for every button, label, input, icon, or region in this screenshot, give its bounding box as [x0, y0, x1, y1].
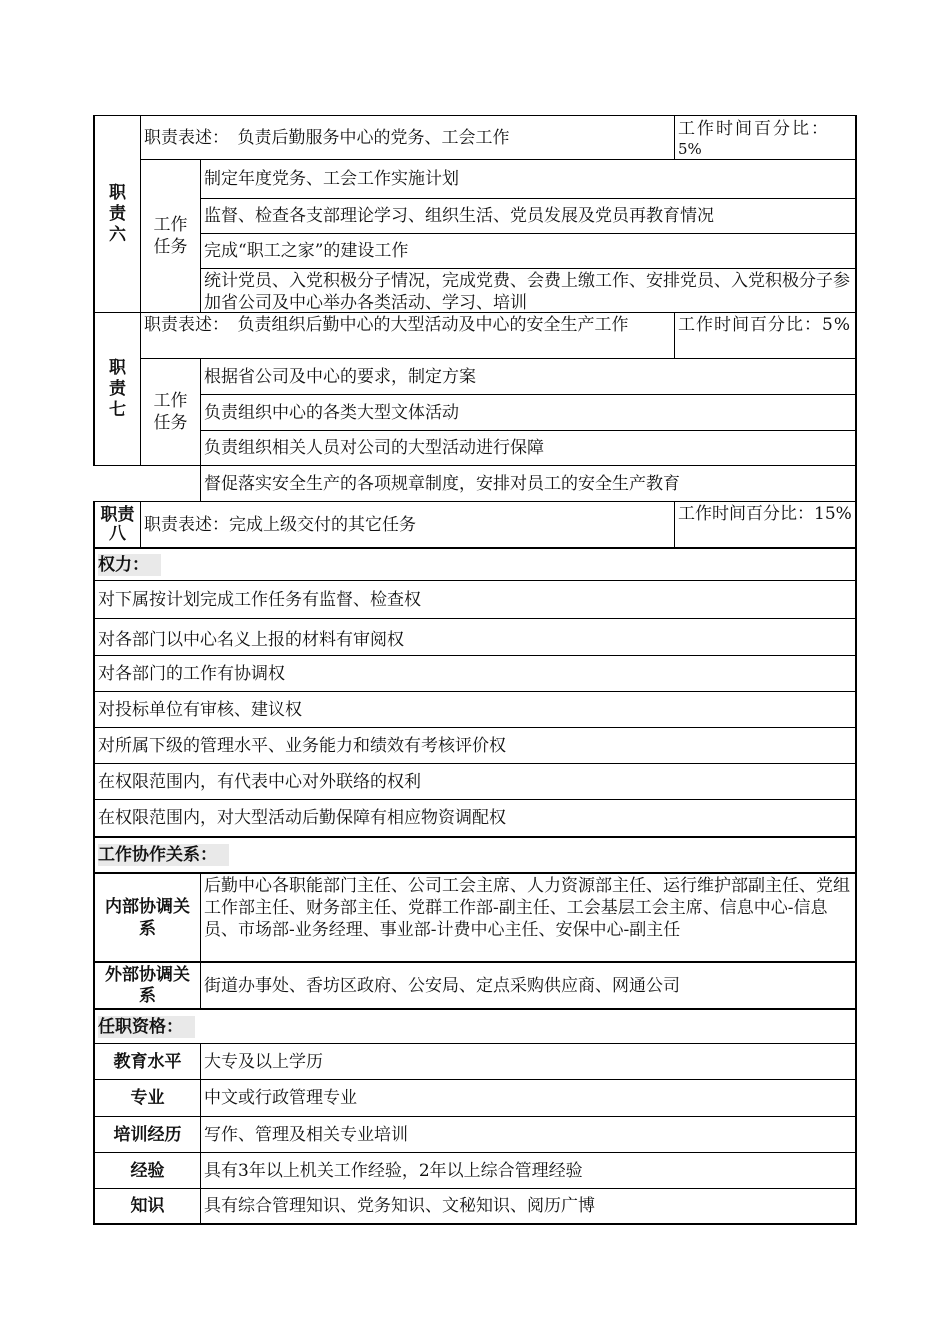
duty6-task-4: 统计党员、入党积极分子情况，完成党费、会费上缴工作、安排党员、入党积极分子参加省公司及中心举办各类活动、学习、培训 — [200, 268, 857, 313]
duty7-task-1: 根据省公司及中心的要求，制定方案 — [200, 358, 857, 395]
duty7-task-label: 工作任务 — [140, 358, 201, 466]
qual-knowledge-value: 具有综合管理知识、党务知识、文秘知识、阅历广博 — [200, 1188, 857, 1225]
duty7-label: 职责七 — [93, 312, 141, 466]
qual-experience-label: 经验 — [93, 1152, 201, 1189]
duty7-task-2: 负责组织中心的各类大型文体活动 — [200, 394, 857, 431]
qual-knowledge-label: 知识 — [93, 1188, 201, 1225]
qual-training-label: 培训经历 — [93, 1116, 201, 1153]
authority-item-6: 在权限范围内，有代表中心对外联络的权利 — [93, 763, 857, 800]
authority-item-3: 对各部门的工作有协调权 — [93, 655, 857, 692]
duty6-task-2: 监督、检查各支部理论学习、组织生活、党员发展及党员再教育情况 — [200, 198, 857, 234]
duty6-time-percent — [674, 115, 857, 160]
duty7-task-4: 督促落实安全生产的各项规章制度，安排对员工的安全生产教育 — [200, 465, 857, 502]
duty8-description: 职责表述：完成上级交付的其它任务 — [140, 501, 675, 548]
qualifications-header: 任职资格： — [93, 1008, 857, 1044]
internal-relations-value: 后勤中心各职能部门主任、公司工会主席、人力资源部主任、运行维护部副主任、党组工作部主任、财务部主任、党群工作部-副主任、工会基层工会主席、信息中心-信息员、市场部-业务经理、事业部-计费中心主任、安保中心-副主任 — [200, 872, 857, 962]
external-relations-label: 外部协调关系 — [93, 961, 201, 1009]
duty6-task-label: 工作任务 — [140, 159, 201, 313]
duty6-time-value: 5% — [678, 140, 702, 158]
authority-item-2: 对各部门以中心名义上报的材料有审阅权 — [93, 618, 857, 656]
duty6-task-3: 完成“职工之家”的建设工作 — [200, 233, 857, 269]
duty6-time-label: 工作时间百分比： — [678, 119, 830, 139]
duty8-time-percent: 工作时间百分比：15% — [674, 501, 857, 548]
authority-item-4: 对投标单位有审核、建议权 — [93, 691, 857, 728]
qual-experience-value: 具有3年以上机关工作经验，2年以上综合管理经验 — [200, 1152, 857, 1189]
qual-major-label: 专业 — [93, 1079, 201, 1117]
authority-item-1: 对下属按计划完成工作任务有监督、检查权 — [93, 580, 857, 619]
duty7-task-3: 负责组织相关人员对公司的大型活动进行保障 — [200, 430, 857, 466]
authority-item-7: 在权限范围内，对大型活动后勤保障有相应物资调配权 — [93, 799, 857, 837]
qual-training-value: 写作、管理及相关专业培训 — [200, 1116, 857, 1153]
internal-relations-label: 内部协调关系 — [93, 872, 201, 962]
relations-header: 工作协作关系： — [93, 836, 857, 873]
qual-education-value: 大专及以上学历 — [200, 1043, 857, 1080]
duty6-description: 职责表述： 负责后勤服务中心的党务、工会工作 — [140, 115, 675, 160]
external-relations-value: 街道办事处、香坊区政府、公安局、定点采购供应商、网通公司 — [200, 961, 857, 1009]
qual-education-label: 教育水平 — [93, 1043, 201, 1080]
qual-major-value: 中文或行政管理专业 — [200, 1079, 857, 1117]
duty6-label: 职责六 — [93, 115, 141, 313]
duty7-description: 职责表述： 负责组织后勤中心的大型活动及中心的安全生产工作 — [140, 312, 675, 359]
duty8-label: 职责八 — [93, 501, 141, 548]
authority-header: 权力： — [93, 547, 857, 581]
duty6-task-1: 制定年度党务、工会工作实施计划 — [200, 159, 857, 199]
authority-item-5: 对所属下级的管理水平、业务能力和绩效有考核评价权 — [93, 727, 857, 764]
duty7-time-percent: 工作时间百分比：5% — [674, 312, 857, 359]
